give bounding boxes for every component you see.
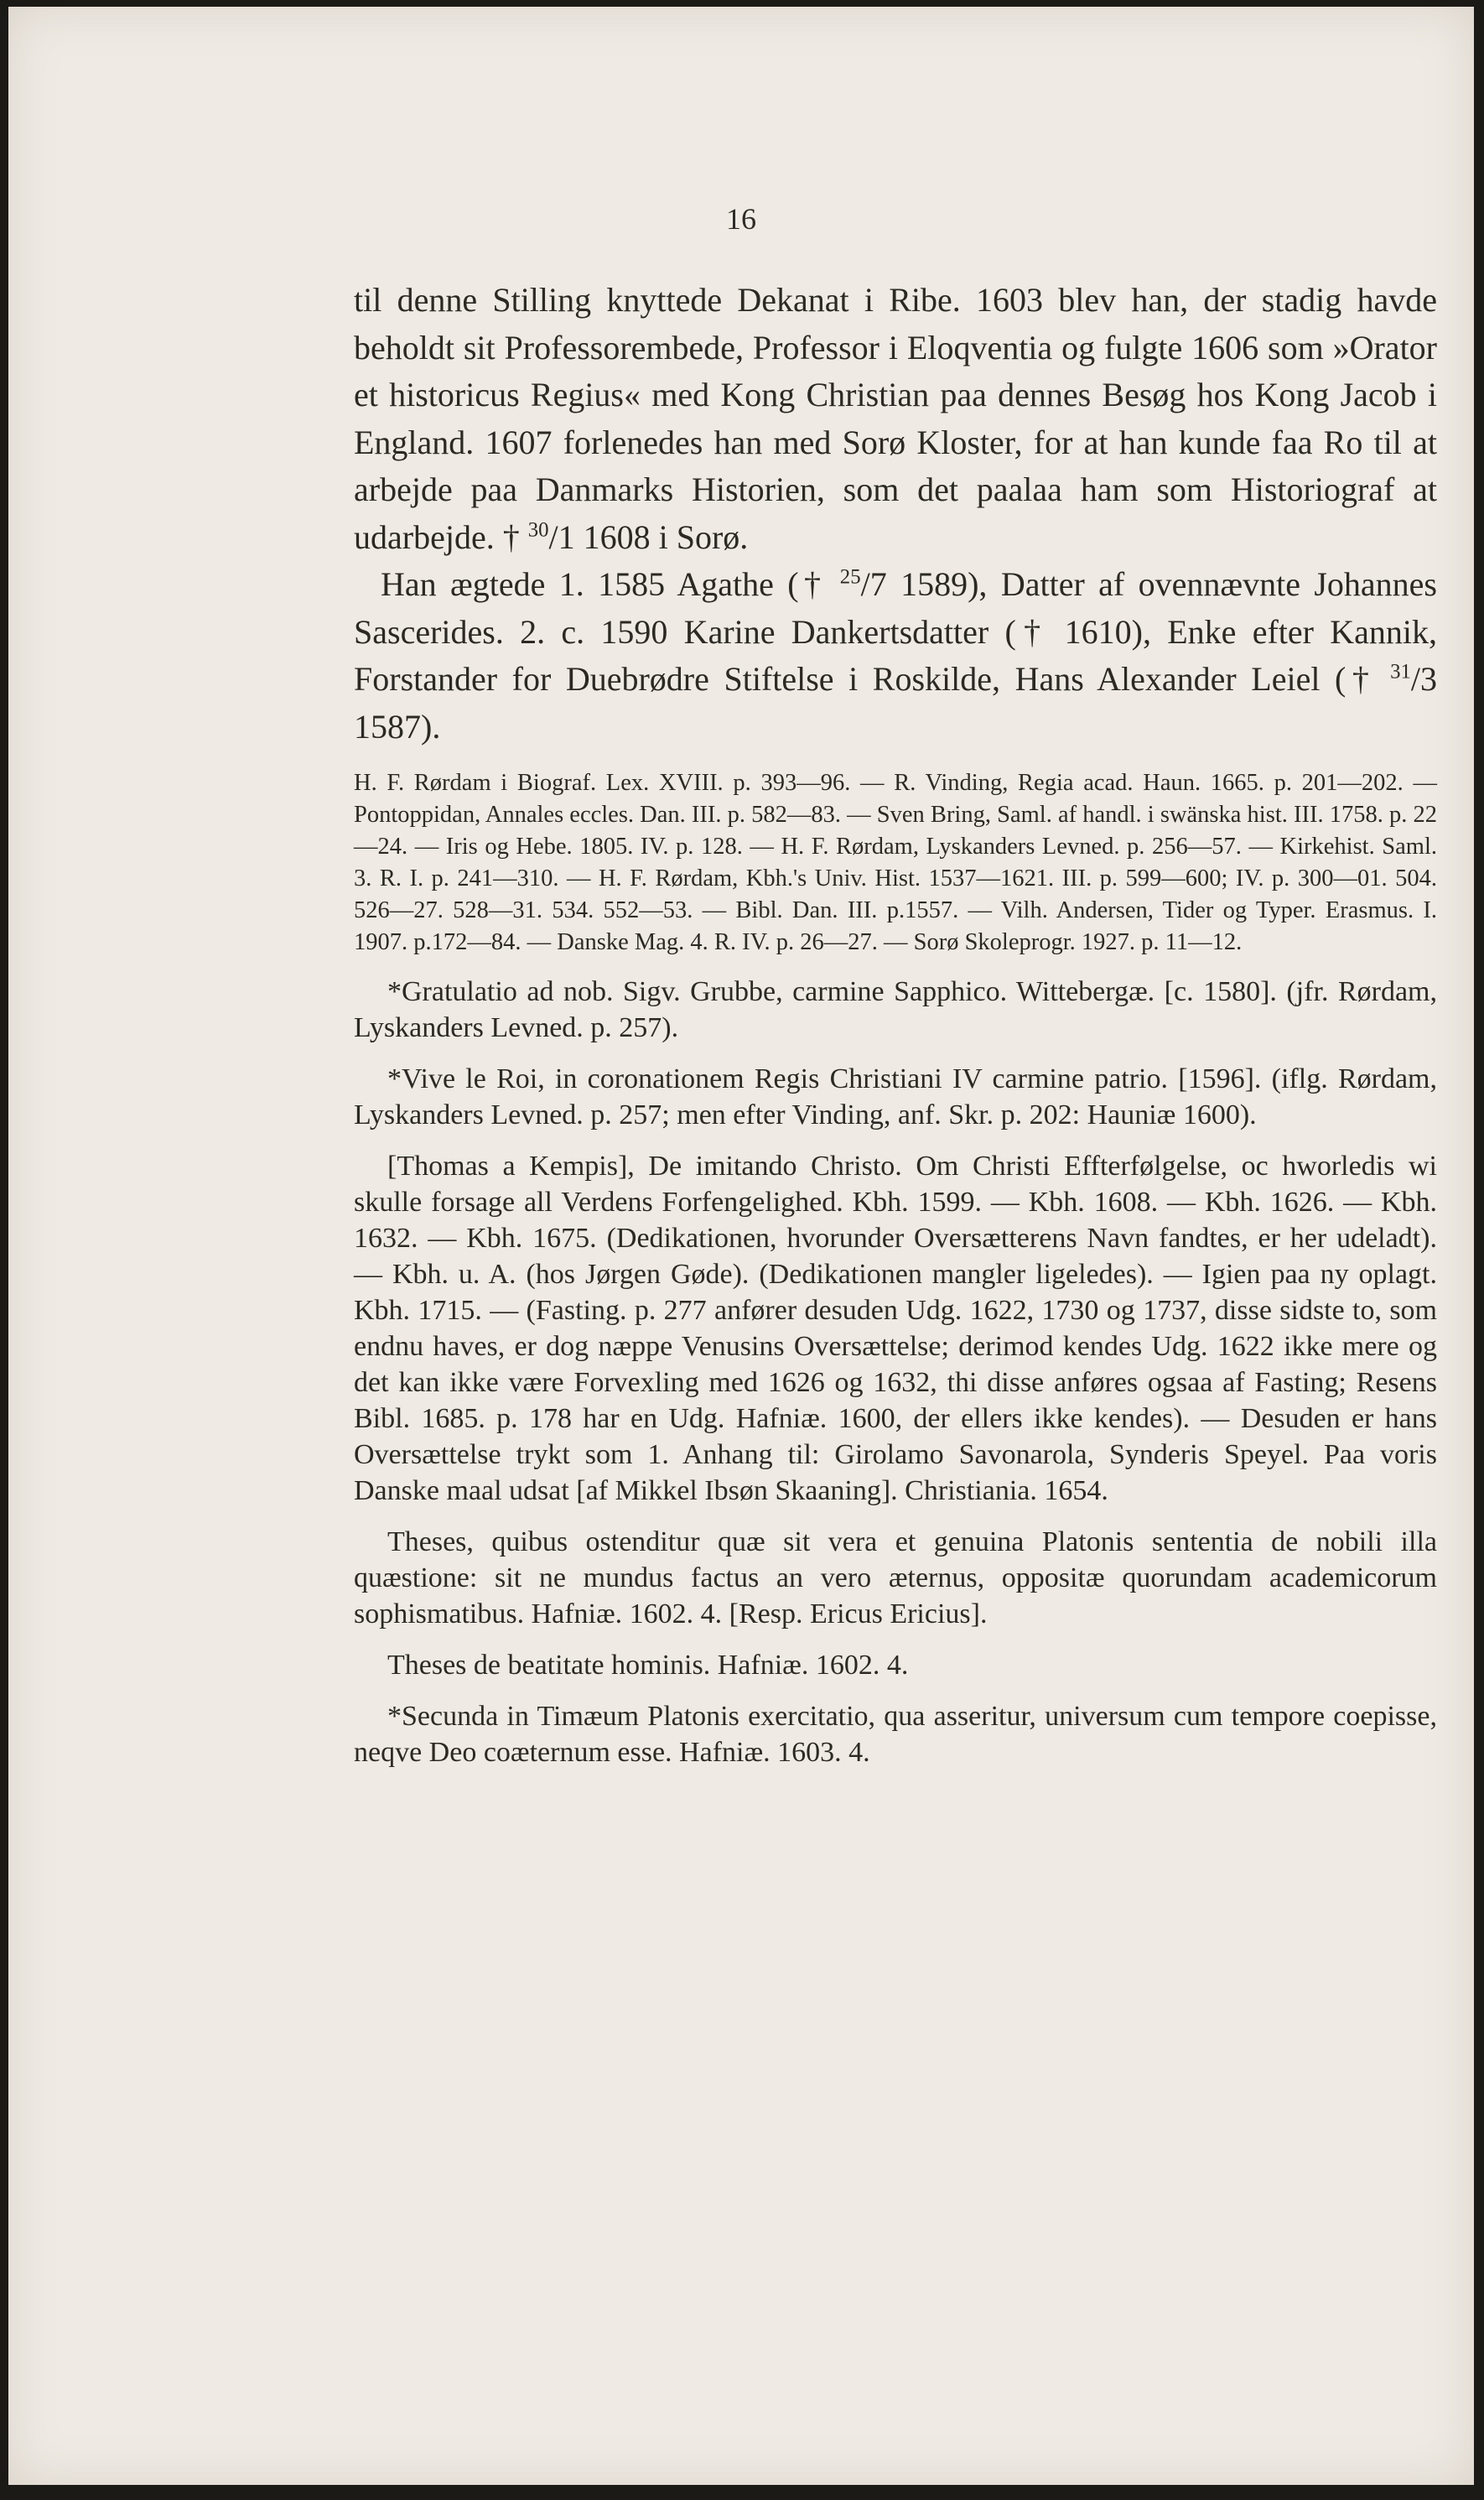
work-entry-theses-beatitate: Theses de beatitate hominis. Hafniæ. 1602. 4.: [387, 1650, 909, 1681]
death-date-rest: /1 1608 i Sorø.: [548, 517, 749, 556]
references: H. F. Rørdam i Biograf. Lex. XVIII. p. 393—96. — R. Vinding, Regia acad. Haun. 1665. p. 201—202. — Pontoppidan, Annales eccles. Dan. III. p. 582—83. — Sven Bring, Saml. af handl. i swänska hist. III. 1758. p. 22—24. — Iris og Hebe. 1805. IV. p. 128. — H. F. Rørdam, Lyskanders Levned. p. 256—57. — Kirkehist. Saml. 3. R. I. p. 241—310. — H. F. Rørdam, Kbh.'s Univ. Hist. 1537—1621. III. p. 599—600; IV. p. 300—01. 504. 526—27. 528—31. 534. 552—53. — Bibl. Dan. III. p.1557. — Vilh. Andersen, Tider og Typer. Erasmus. I. 1907. p.172—84. — Danske Mag. 4. R. IV. p. 26—27. — Sorø Skoleprogr. 1927. p. 11—12.: [354, 770, 1437, 955]
work-entry-gratulatio: *Gratulatio ad nob. Sigv. Grubbe, carmine Sapphico. Wittebergæ. [c. 1580]. (jfr. Rørdam, Lyskanders Levned. p. 257).: [354, 976, 1437, 1043]
biography-text-2c: /3 1587).: [354, 660, 1437, 746]
work-entry-imitando-christo: [Thomas a Kempis], De imitando Christo. Om Christi Effterfølgelse, oc hworledis wi skulle forsage all Verdens Forfengelighed. Kbh. 1599. — Kbh. 1608. — Kbh. 1626. — Kbh. 1632. — Kbh. 1675. (Dedikationen, hvorunder Oversætterens Navn fandtes, er her udeladt). — Kbh. u. A. (hos Jørgen Gøde). (Dedikationen mangler ligeledes). — Igien paa ny oplagt. Kbh. 1715. — (Fasting. p. 277 anfører desuden Udg. 1622, 1730 og 1737, disse sidste to, som endnu haves, er dog næppe Venusins Oversættelse; derimod kendes Udg. 1622 ikke mere og det kan ikke være Forvexling med 1626 og 1632, thi disse anføres ogsaa af Fasting; Resens Bibl. 1685. p. 178 har en Udg. Hafniæ. 1600, der ellers ikke kendes). — Desuden er hans Oversættelse trykt som 1. Anhang til: Girolamo Savonarola, Synderis Speyel. Paa voris Danske maal udsat [af Mikkel Ibsøn Skaaning]. Christiania. 1654.: [354, 1151, 1437, 1506]
work-entry-vive-le-roi: *Vive le Roi, in coronationem Regis Christiani IV carmine patrio. [1596]. (iflg. Rørdam, Lyskanders Levned. p. 257; men efter Vinding, anf. Skr. p. 202: Hauniæ 1600).: [354, 1063, 1437, 1130]
husband-death-day: 31: [1390, 660, 1411, 683]
biography-text-2b: /7 1589), Datter af ovennævnte Johannes Sascerides. 2. c. 1590 Karine Dankertsdatter († 1610), Enke efter Kannik, Forstander for Duebrødre Stiftelse i Roskilde, Hans Alexander Leiel (†: [354, 565, 1438, 698]
first-wife-death-day: 25: [839, 565, 861, 589]
book-page: [8, 7, 1474, 2485]
page-number: 16: [726, 202, 756, 236]
text-body: [354, 277, 1437, 1770]
biography-paragraph-2: [354, 561, 1437, 751]
death-date-day: 30: [527, 518, 549, 542]
biography-paragraph-1: [354, 277, 1437, 561]
work-entry-secunda-timaeum: *Secunda in Timæum Platonis exercitatio, qua asseritur, universum cum tempore coepisse, neqve Deo coæternum esse. Hafniæ. 1603. 4.: [354, 1701, 1437, 1768]
biography-text-1: til denne Stilling knyttede Dekanat i Ribe. 1603 blev han, der stadig havde beholdt sit Professorembede, Professor i Eloqventia og fulgte 1606 som »Orator et historicus Regius« med Kong Christian paa dennes Besøg hos Kong Jacob i England. 1607 forlenedes han med Sorø Kloster, for at han kunde faa Ro til at arbejde paa Danmarks Historien, som det paalaa ham som Historiograf at udarbejde. †: [354, 281, 1437, 556]
work-entry-theses-platonis: Theses, quibus ostenditur quæ sit vera et genuina Platonis sententia de nobili illa quæstione: sit ne mundus factus an vero æternus, oppositæ quorundam academicorum sophismatibus. Hafniæ. 1602. 4. [Resp. Ericus Ericius].: [354, 1526, 1437, 1629]
biography-text-2a: Han ægtede 1. 1585 Agathe (†: [381, 565, 827, 603]
